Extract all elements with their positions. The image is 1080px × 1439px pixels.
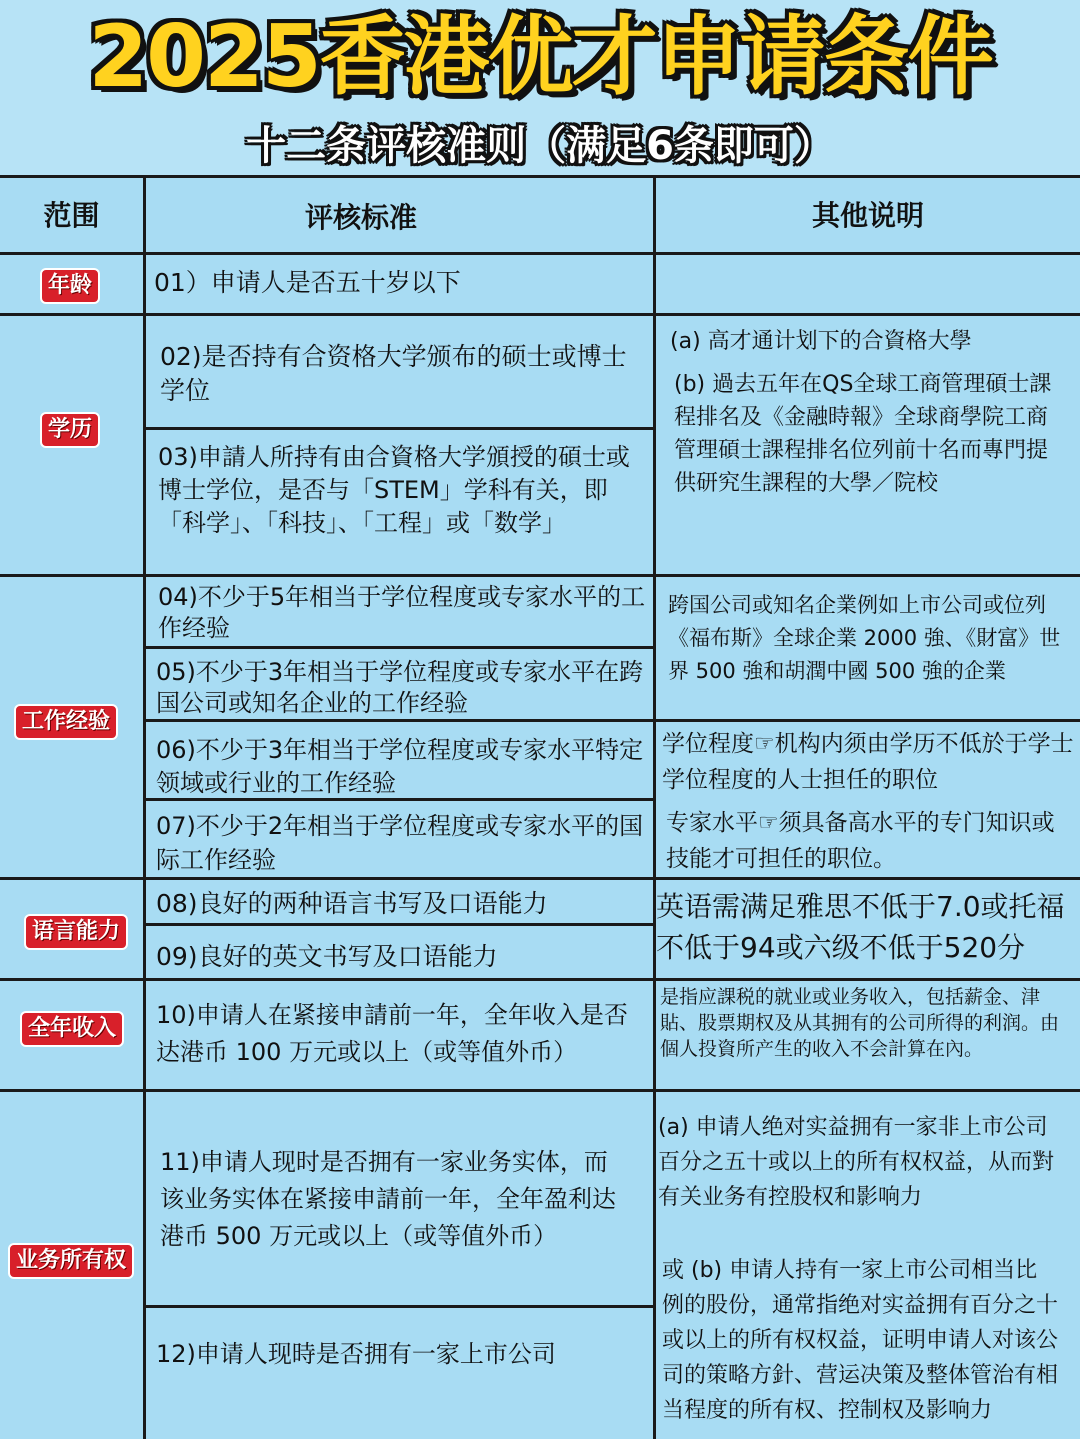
criterion-05: 05)不少于3年相当于学位程度或专家水平在跨国公司或知名企业的工作经验 bbox=[156, 658, 644, 717]
note-work-degree: 学位程度☞机构内须由学历不低於于学士学位程度的人士担任的职位 bbox=[662, 731, 1074, 793]
criterion-01: 01）申请人是否五十岁以下 bbox=[154, 268, 461, 297]
note-education-a: (a) 高才通计划下的合資格大學 bbox=[670, 329, 972, 354]
row-divider bbox=[0, 313, 1080, 316]
row-divider bbox=[0, 978, 1080, 981]
row-divider bbox=[146, 719, 1080, 722]
row-divider bbox=[146, 427, 653, 430]
column-divider-2 bbox=[653, 175, 656, 1439]
note-income: 是指应課税的就业或业务收入，包括薪金、津貼、股票期权及从其拥有的公司所得的利润。由個人投資所产生的收入不会計算在內。 bbox=[660, 986, 1060, 1060]
row-divider bbox=[146, 923, 653, 926]
row-divider bbox=[0, 574, 1080, 577]
category-tag-work: 工作经验 bbox=[14, 704, 118, 740]
criterion-06: 06)不少于3年相当于学位程度或专家水平特定领域或行业的工作经验 bbox=[156, 736, 644, 797]
row-divider bbox=[146, 1305, 653, 1308]
note-education-b: (b) 過去五年在QS全球工商管理碩士課程排名及《金融時報》全球商學院工商管理碩士課程排名位列前十名而專門提供研究生課程的大學／院校 bbox=[674, 372, 1052, 496]
category-tag-business: 业务所有权 bbox=[8, 1243, 134, 1279]
category-tag-age: 年龄 bbox=[40, 268, 100, 304]
category-tag-income: 全年收入 bbox=[20, 1011, 124, 1047]
criterion-04: 04)不少于5年相当于学位程度或专家水平的工作经验 bbox=[158, 583, 646, 642]
row-divider bbox=[0, 877, 1080, 880]
row-divider bbox=[0, 252, 1080, 255]
note-business-b: 或 (b) 申请人持有一家上市公司相当比例的股份，通常指绝对实益拥有百分之十或以上的所有权权益，证明申请人对该公司的策略方針、营运决策及整体管治有相当程度的所有权、控制权及影响力 bbox=[662, 1258, 1059, 1423]
criterion-11: 11)申请人现时是否拥有一家业务实体，而该业务实体在紧接申請前一年，全年盈利达港币 500 万元或以上（或等值外币） bbox=[160, 1148, 616, 1250]
row-divider bbox=[0, 1089, 1080, 1092]
criterion-12: 12)申请人现時是否拥有一家上市公司 bbox=[156, 1340, 556, 1368]
category-tag-education: 学历 bbox=[40, 412, 100, 448]
category-tag-language: 语言能力 bbox=[24, 914, 128, 950]
criterion-02: 02)是否持有合资格大学颁布的硕士或博士学位 bbox=[160, 342, 627, 405]
note-business-a: (a) 申请人绝对实益拥有一家非上市公司百分之五十或以上的所有权权益，从而對有关业务有控股权和影响力 bbox=[658, 1115, 1055, 1210]
criterion-10: 10)申请人在紧接申請前一年，全年收入是否达港币 100 万元或以上（或等值外币） bbox=[156, 1001, 628, 1066]
criterion-03: 03)申請人所持有由合資格大学頒授的碩士或博士学位，是否与「STEM」学科有关，即「科学」、「科技」、「工程」或「数学」 bbox=[158, 443, 630, 537]
table-top-border bbox=[0, 175, 1080, 178]
column-header-notes: 其他说明 bbox=[811, 199, 924, 232]
criterion-08: 08)良好的两种语言书写及口语能力 bbox=[156, 889, 548, 918]
page-subtitle: 十二条评核准则（满足6条即可） bbox=[246, 123, 834, 169]
note-work-expert: 专家水平☞须具备高水平的专门知识或技能才可担任的职位。 bbox=[666, 810, 1055, 872]
column-divider-1 bbox=[143, 175, 146, 1439]
page-title: 2025香港优才申请条件 bbox=[88, 7, 992, 107]
criterion-09: 09)良好的英文书写及口语能力 bbox=[156, 942, 498, 971]
criterion-07: 07)不少于2年相当于学位程度或专家水平的国际工作经验 bbox=[156, 812, 644, 874]
note-work-company: 跨国公司或知名企業例如上市公司或位列《福布斯》全球企業 2000 強、《財富》世界 500 強和胡潤中國 500 強的企業 bbox=[668, 593, 1061, 683]
note-language: 英语需满足雅思不低于7.0或托福不低于94或六级不低于520分 bbox=[656, 890, 1065, 964]
column-header-scope: 范围 bbox=[43, 199, 100, 232]
column-header-criteria: 评核标准 bbox=[304, 201, 417, 234]
row-divider bbox=[146, 646, 653, 649]
